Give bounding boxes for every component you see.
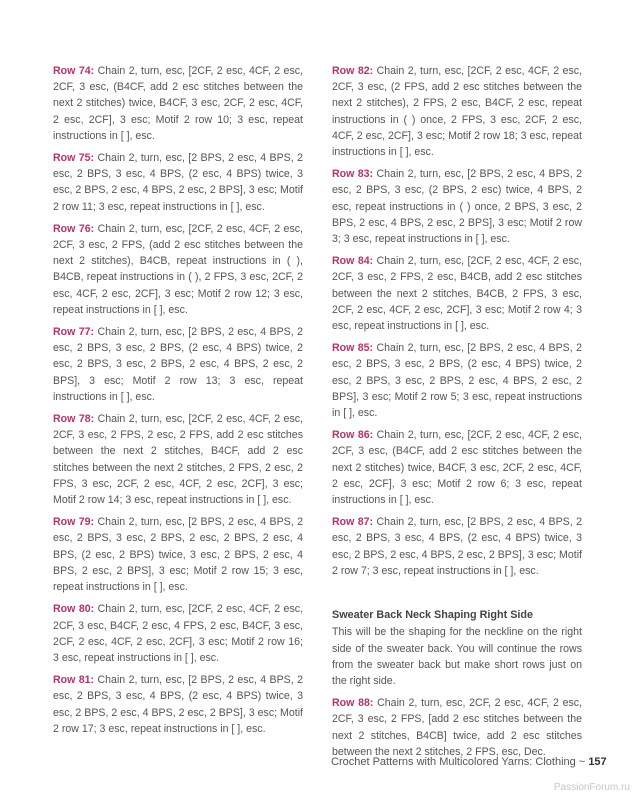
row-instructions: Chain 2, turn, esc, [2CF, 2 esc, 4CF, 2 esc, 2CF, 3 esc, 2 FPS, 2 esc, B4CB, add 2 esc stitches between the next 2 stitches, B4CB, 2 FPS, 3 esc, 2CF, 2 esc, 4CF, 2 esc, 2CF], 3 esc; Motif 2 row 4; 3 esc, repeat instructions in [ ], esc. bbox=[332, 255, 582, 333]
row-instructions: Chain 2, turn, esc, [2 BPS, 2 esc, 4 BPS, 2 esc, 2 BPS, 3 esc, 4 BPS, (2 esc, 4 BPS) twice, 3 esc, 2 BPS, 2 esc, 4 BPS, 2 esc, 2 BPS], 3 esc; Motif 2 row 7; 3 esc, repeat instructions in [ ], esc. bbox=[332, 516, 582, 577]
row-instructions: Chain 2, turn, esc, 2CF, 2 esc, 4CF, 2 esc, 2CF, 3 esc, 2 FPS, [add 2 esc stitches between the next 2 stitches, B4CB] twice, add 2 esc stitches between the next 2 stitches, 2 FPS, esc, Dec. bbox=[332, 697, 582, 758]
row-label: Row 79: bbox=[53, 516, 95, 529]
row-label: Row 80: bbox=[53, 603, 95, 616]
row-label: Row 84: bbox=[332, 255, 374, 268]
book-title: Crochet Patterns with Multicolored Yarns: Clothing bbox=[331, 756, 576, 768]
row-86-paragraph bbox=[332, 427, 582, 508]
row-instructions: Chain 2, turn, esc, [2CF, 2 esc, 4CF, 2 esc, 2CF, 3 esc, B4CF, 2 esc, 4 FPS, 2 esc, B4CF, 3 esc, 2CF, 2 esc, 4CF, 2 esc, 2CF], 3 esc; Motif 2 row 16; 3 esc, repeat instructions in [ ], esc. bbox=[53, 603, 303, 664]
row-label: Row 77: bbox=[53, 326, 95, 339]
row-instructions: Chain 2, turn, esc, [2CF, 2 esc, 4CF, 2 esc, 2CF, 3 esc, 2 FPS, (add 2 esc stitches between the next 2 stitches), B4CB, repeat instructions in ( ), B4CB, repeat instructions in ( ), 2 FPS, 3 esc, 2CF, 2 esc, 4CF, 2 esc, 2CF], 3 esc; Motif 2 row 12; 3 esc, repeat instructions in [ ], esc. bbox=[53, 222, 303, 316]
page-footer bbox=[331, 756, 613, 768]
row-label: Row 78: bbox=[53, 413, 95, 426]
section-heading: Sweater Back Neck Shaping Right Side bbox=[332, 609, 534, 622]
row-83-paragraph bbox=[332, 166, 582, 247]
row-79-paragraph bbox=[53, 514, 303, 595]
page-number: 157 bbox=[588, 756, 607, 768]
row-75-paragraph bbox=[53, 150, 303, 215]
row-74-paragraph bbox=[53, 63, 303, 144]
left-column bbox=[53, 63, 303, 743]
row-label: Row 76: bbox=[53, 222, 95, 235]
row-label: Row 87: bbox=[332, 516, 374, 529]
row-81-paragraph bbox=[53, 672, 303, 737]
row-instructions: Chain 2, turn, esc, [2CF, 2 esc, 4CF, 2 esc, 2CF, 3 esc, (2 FPS, add 2 esc stitches between the next 2 stitches), 2 FPS, 2 esc, B4CF, 2 esc, repeat instructions in ( ) once, 2 FPS, 3 esc, 2CF, 2 esc, 4CF, 2 esc, 2CF], 3 esc; Motif 2 row 18; 3 esc, repeat instructions in [ ], esc. bbox=[332, 65, 582, 159]
row-instructions: Chain 2, turn, esc, [2 BPS, 2 esc, 4 BPS, 2 esc, 2 BPS, 3 esc, 4 BPS, (2 esc, 4 BPS) twice, 3 esc, 2 BPS, 2 esc, 4 BPS, 2 esc, 2 BPS], 3 esc; Motif 2 row 17; 3 esc, repeat instructions in [ ], esc. bbox=[53, 674, 303, 735]
watermark: PassionForum.ru bbox=[553, 782, 630, 793]
footer-separator: ~ bbox=[575, 756, 589, 768]
row-label: Row 85: bbox=[332, 342, 374, 355]
row-77-paragraph bbox=[53, 324, 303, 405]
row-label: Row 74: bbox=[53, 65, 95, 77]
right-column bbox=[332, 63, 582, 766]
row-instructions: Chain 2, turn, esc, [2 BPS, 2 esc, 4 BPS, 2 esc, 2 BPS, 3 esc, (2 BPS, 2 esc) twice, 4 BPS, 2 esc, repeat instructions in ( ) once, 2 BPS, 3 esc, 2 BPS, 2 esc, 4 BPS, 2 esc, 2 BPS], 3 esc; Motif 2 row 3; 3 esc, repeat instructions in [ ], esc. bbox=[332, 168, 582, 246]
row-87-paragraph bbox=[332, 514, 582, 579]
row-label: Row 82: bbox=[332, 65, 374, 77]
row-instructions: Chain 2, turn, esc, [2 BPS, 2 esc, 4 BPS, 2 esc, 2 BPS, 3 esc, 2 BPS, (2 esc, 4 BPS) twice, 2 esc, 2 BPS, 3 esc, 2 BPS, 2 esc, 4 BPS, 2 esc, 2 BPS], 3 esc; Motif 2 row 5; 3 esc, repeat instructions in [ ], esc. bbox=[332, 342, 582, 420]
row-label: Row 81: bbox=[53, 674, 95, 687]
row-label: Row 83: bbox=[332, 168, 374, 181]
row-82-paragraph bbox=[332, 63, 582, 160]
row-instructions: Chain 2, turn, esc, [2CF, 2 esc, 4CF, 2 esc, 2CF, 3 esc, (B4CF, add 2 esc stitches between the next 2 stitches) twice, B4CF, 3 esc, 2CF, 2 esc, 4CF, 2 esc, 2CF], 3 esc; Motif 2 row 10; 3 esc, repeat instructions in [ ], esc. bbox=[53, 65, 303, 142]
row-instructions: Chain 2, turn, esc, [2 BPS, 2 esc, 4 BPS, 2 esc, 2 BPS, 3 esc, 2 BPS, 2 esc, 2 BPS, 2 esc, 4 BPS, (2 esc, 2 BPS) twice, 3 esc, 2 BPS, 2 esc, 4 BPS, 2 esc, 2 BPS], 3 esc; Motif 2 row 15; 3 esc, repeat instructions in [ ], esc. bbox=[53, 516, 303, 594]
row-88-paragraph bbox=[332, 695, 582, 760]
row-78-paragraph bbox=[53, 411, 303, 508]
row-instructions: Chain 2, turn, esc, [2CF, 2 esc, 4CF, 2 esc, 2CF, 3 esc, (B4CF, add 2 esc stitches between the next 2 stitches) twice, B4CF, 3 esc, 2CF, 2 esc, 4CF, 2 esc, 2CF], 3 esc; Motif 2 row 6; 3 esc, repeat instructions in [ ], esc. bbox=[332, 429, 582, 507]
row-76-paragraph bbox=[53, 221, 303, 318]
row-instructions: Chain 2, turn, esc, [2CF, 2 esc, 4CF, 2 esc, 2CF, 3 esc, 2 FPS, 2 esc, 2 FPS, add 2 esc stitches between the next 2 stitches, B4CF, add 2 esc stitches between the next 2 stitches, 2 FPS, 2 esc, 2 FPS, 3 esc, 2CF, 2 esc, 4CF, 2 esc, 2CF], 3 esc; Motif 2 row 14; 3 esc, repeat instructions in [ ], esc. bbox=[53, 413, 303, 507]
row-80-paragraph bbox=[53, 601, 303, 666]
row-84-paragraph bbox=[332, 253, 582, 334]
row-label: Row 86: bbox=[332, 429, 374, 442]
row-instructions: Chain 2, turn, esc, [2 BPS, 2 esc, 4 BPS, 2 esc, 2 BPS, 3 esc, 4 BPS, (2 esc, 4 BPS) twice, 3 esc, 2 BPS, 2 esc, 4 BPS, 2 esc, 2 BPS], 3 esc; Motif 2 row 11; 3 esc, repeat instructions in [ ], esc. bbox=[53, 152, 303, 213]
row-85-paragraph bbox=[332, 340, 582, 421]
section-intro: This will be the shaping for the neckline on the right side of the sweater back. You will continue the rows from the sweater back but make short rows just on the right side. bbox=[332, 626, 582, 687]
row-label: Row 88: bbox=[332, 697, 374, 710]
row-label: Row 75: bbox=[53, 152, 95, 165]
row-instructions: Chain 2, turn, esc, [2 BPS, 2 esc, 4 BPS, 2 esc, 2 BPS, 3 esc, 2 BPS, (2 esc, 4 BPS) twice, 2 esc, 2 BPS, 3 esc, 2 BPS, 2 esc, 4 BPS, 2 esc, 2 BPS], 3 esc; Motif 2 row 13; 3 esc, repeat instructions in [ ], esc. bbox=[53, 326, 303, 403]
